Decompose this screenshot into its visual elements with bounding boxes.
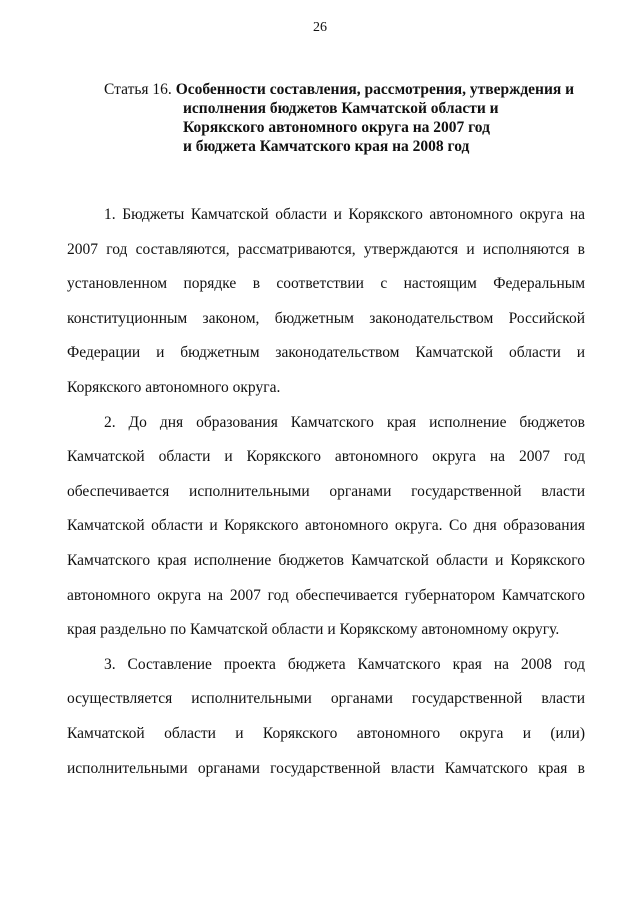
paragraph-line: автономного округа на 2007 год обеспечивается губернатором Камчатского [67, 586, 585, 604]
paragraph-line: конституционным законом, бюджетным законодательством Российской [67, 309, 585, 327]
paragraph-line: установленном порядке в соответствии с настоящим Федеральным [67, 275, 585, 293]
paragraph-line: обеспечивается исполнительными органами государственной власти [67, 482, 585, 500]
paragraph-line: Камчатского края исполнение бюджетов Камчатской области и Корякского [67, 551, 585, 569]
paragraph-line: 2. До дня образования Камчатского края исполнение бюджетов [104, 413, 585, 431]
paragraph-line: Федерации и бюджетным законодательством Камчатской области и [67, 344, 585, 362]
article-body [67, 198, 585, 786]
paragraph-line: 3. Составление проекта бюджета Камчатского края на 2008 год [104, 655, 585, 673]
paragraph-line: Камчатской области и Корякского автономного округа. Со дня образования [67, 517, 585, 535]
paragraph-line: исполнительными органами государственной власти Камчатского края в [67, 759, 585, 777]
paragraph-line: края раздельно по Камчатской области и Корякскому автономному округу. [67, 621, 560, 639]
paragraph-line: 1. Бюджеты Камчатской области и Корякского автономного округа на [104, 206, 585, 223]
article-title-line: исполнения бюджетов Камчатской области и [183, 100, 499, 117]
paragraph-line: осуществляется исполнительными органами государственной власти [67, 690, 585, 708]
paragraph-3 [67, 648, 585, 786]
article-label: Статья 16. [104, 81, 172, 98]
paragraph-1 [67, 198, 585, 406]
paragraph-line: Камчатской области и Корякского автономного округа и (или) [67, 724, 585, 742]
article-heading [104, 80, 604, 156]
article-title-line: Корякского автономного округа на 2007 год [183, 119, 490, 136]
article-title-line: и бюджета Камчатского края на 2008 год [183, 138, 470, 155]
paragraph-line: 2007 год составляются, рассматриваются, утверждаются и исполняются в [67, 240, 585, 258]
paragraph-line: Камчатской области и Корякского автономного округа на 2007 год [67, 448, 585, 466]
paragraph-2 [67, 406, 585, 648]
article-title-line: Особенности составления, рассмотрения, утверждения и [175, 81, 575, 98]
article-heading-row-1 [104, 80, 604, 99]
page-number: 26 [313, 20, 327, 35]
paragraph-line: Корякского автономного округа. [67, 378, 281, 396]
